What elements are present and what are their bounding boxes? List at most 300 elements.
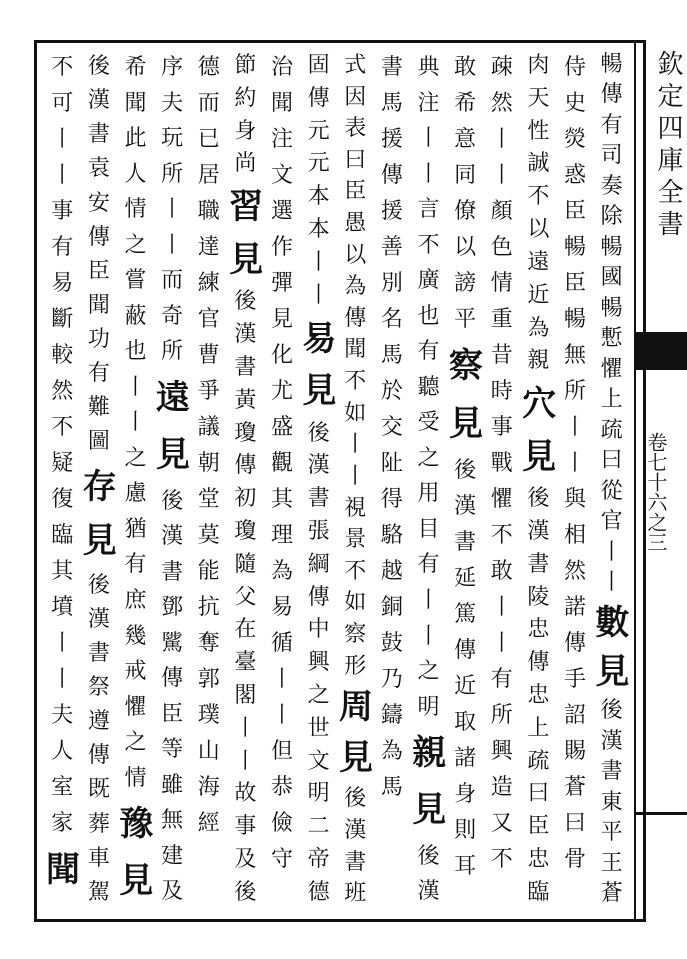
body-char: 史 <box>564 91 587 116</box>
body-char: 不 <box>51 415 74 440</box>
body-char: 書 <box>87 122 110 148</box>
body-char: 平 <box>600 820 623 846</box>
body-char: 書 <box>87 640 110 666</box>
body-char: 誠 <box>527 151 550 177</box>
text-column <box>46 50 79 910</box>
body-char: 然 <box>51 379 74 404</box>
body-char: 元 <box>307 151 330 177</box>
body-char: 鑄 <box>380 703 403 728</box>
body-char: 車 <box>87 845 110 871</box>
body-char: 隨 <box>234 551 257 577</box>
body-char: 官 <box>600 509 623 535</box>
body-char: 書 <box>307 486 330 512</box>
body-char: 人 <box>51 739 74 764</box>
body-char: 疑 <box>51 451 74 476</box>
body-char: 時 <box>490 379 513 404</box>
body-char: 所 <box>490 703 513 728</box>
margin-rule <box>636 812 687 815</box>
body-char: 丨 <box>417 161 440 187</box>
body-char: 丨 <box>234 748 257 774</box>
body-char: 馬 <box>380 91 403 116</box>
body-char: 約 <box>234 85 257 111</box>
body-char: 丨 <box>51 127 74 152</box>
text-column <box>266 50 299 910</box>
body-char: 在 <box>234 617 257 643</box>
body-char: 注 <box>271 127 294 152</box>
body-char: 丨 <box>51 631 74 656</box>
body-char: 序 <box>161 55 184 80</box>
body-char: 斷 <box>51 307 74 332</box>
body-char: 敢 <box>490 559 513 584</box>
body-char: 臣 <box>161 701 184 727</box>
body-char: 傳 <box>161 666 184 692</box>
body-char: 善 <box>380 235 403 260</box>
body-char: 丨 <box>51 667 74 692</box>
body-char: 傳 <box>527 650 550 676</box>
body-char: 循 <box>271 631 294 656</box>
body-char: 經 <box>197 811 220 836</box>
body-char: 銅 <box>380 595 403 620</box>
body-char: 彈 <box>271 271 294 296</box>
body-char: 鄧 <box>161 595 184 621</box>
body-char: 敢 <box>454 55 477 80</box>
heading-char: 穴 <box>522 384 557 425</box>
body-char: 表 <box>344 116 367 142</box>
body-char: 丨 <box>490 631 513 656</box>
body-char: 尤 <box>271 379 294 404</box>
text-column <box>376 50 409 910</box>
body-char: 官 <box>197 307 220 332</box>
body-char: 後 <box>234 879 257 905</box>
fish-tail-mark <box>636 332 687 370</box>
body-char: 之 <box>417 445 440 471</box>
body-char: 司 <box>600 143 623 169</box>
body-char: 篤 <box>454 602 477 628</box>
body-char: 聞 <box>344 337 367 363</box>
heading-char: 親 <box>412 733 447 774</box>
body-char: 之 <box>124 445 147 471</box>
body-char: 曰 <box>527 781 550 807</box>
body-char: 為 <box>271 559 294 584</box>
body-char: 手 <box>564 667 587 692</box>
body-char: 越 <box>380 559 403 584</box>
body-char: 如 <box>344 590 367 616</box>
body-char: 書 <box>161 559 184 585</box>
heading-char: 見 <box>229 239 264 280</box>
text-column <box>193 50 226 910</box>
body-char: 重 <box>490 307 513 332</box>
body-char: 親 <box>527 348 550 374</box>
heading-char: 見 <box>522 436 557 477</box>
body-char: 馬 <box>380 775 403 800</box>
body-char: 後 <box>161 488 184 514</box>
body-char: 黃 <box>234 387 257 413</box>
body-char: 丨 <box>271 703 294 728</box>
body-char: 漢 <box>344 817 367 843</box>
body-char: 乃 <box>380 667 403 692</box>
body-char: 蒼 <box>564 775 587 800</box>
body-char: 漢 <box>417 879 440 905</box>
heading-char: 遠 <box>155 377 190 418</box>
body-char: 曰 <box>564 811 587 836</box>
body-char: 不 <box>344 369 367 395</box>
body-char: 難 <box>87 395 110 421</box>
body-char: 漢 <box>307 453 330 479</box>
body-char: 諸 <box>454 746 477 772</box>
body-char: 已 <box>197 127 220 152</box>
body-char: 賜 <box>564 739 587 764</box>
body-char: 恭 <box>271 775 294 800</box>
body-char: 事 <box>234 814 257 840</box>
body-char: 傳 <box>380 163 403 188</box>
body-char: 慮 <box>124 481 147 507</box>
body-char: 而 <box>161 268 184 294</box>
body-char: 希 <box>124 55 147 80</box>
body-char: 之 <box>417 659 440 685</box>
body-char: 所 <box>161 339 184 365</box>
body-char: 傳 <box>344 305 367 331</box>
body-char: 臺 <box>234 650 257 676</box>
body-char: 易 <box>51 271 74 296</box>
body-char: 丨 <box>564 451 587 476</box>
body-char: 及 <box>161 879 184 905</box>
body-char: 郭 <box>197 667 220 692</box>
body-char: 功 <box>87 327 110 352</box>
body-char: 因 <box>344 84 367 110</box>
body-char: 能 <box>197 559 220 584</box>
body-char: 曹 <box>197 343 220 368</box>
heading-char: 見 <box>155 434 190 475</box>
body-char: 形 <box>344 653 367 679</box>
body-char: 爭 <box>197 379 220 404</box>
body-char: 化 <box>271 343 294 368</box>
body-char: 書 <box>600 759 623 785</box>
body-char: 昔 <box>490 343 513 368</box>
body-char: 夫 <box>161 90 184 116</box>
body-char: 文 <box>271 163 294 188</box>
body-char: 安 <box>87 190 110 216</box>
body-char: 丨 <box>564 415 587 440</box>
body-char: 注 <box>417 90 440 116</box>
body-char: 身 <box>454 782 477 808</box>
body-char: 世 <box>307 715 330 741</box>
body-char: 可 <box>51 91 74 116</box>
body-char: 暢 <box>564 307 587 332</box>
body-char: 暢 <box>600 295 623 321</box>
body-char: 慙 <box>600 326 623 352</box>
body-char: 天 <box>527 85 550 111</box>
body-char: 臣 <box>564 271 587 296</box>
body-char: 中 <box>307 617 330 643</box>
heading-char: 見 <box>595 651 630 692</box>
body-char: 如 <box>344 400 367 426</box>
body-char: 援 <box>380 199 403 224</box>
body-char: 固 <box>307 53 330 78</box>
body-char: 節 <box>234 53 257 78</box>
body-char: 近 <box>454 674 477 700</box>
body-char: 懼 <box>600 356 623 382</box>
body-char: 阯 <box>380 451 403 476</box>
body-char: 交 <box>380 415 403 440</box>
text-column <box>522 50 555 910</box>
body-char: 懼 <box>490 487 513 512</box>
body-char: 後 <box>234 289 257 315</box>
page-margin-column <box>636 42 687 922</box>
body-char: 不 <box>344 558 367 584</box>
book-title: 欽定四庫全書 <box>653 50 683 242</box>
body-char: 疏 <box>600 417 623 443</box>
body-char: 目 <box>417 516 440 542</box>
body-char: 遵 <box>87 709 110 735</box>
body-char: 與 <box>564 487 587 512</box>
body-char: 僚 <box>454 199 477 224</box>
body-char: 有 <box>490 667 513 692</box>
body-char: 初 <box>234 486 257 512</box>
body-char: 除 <box>600 204 623 230</box>
body-char: 丨 <box>161 197 184 223</box>
body-char: 班 <box>344 881 367 907</box>
juan-number: 卷七十六之三 <box>644 432 668 552</box>
body-char: 所 <box>161 161 184 187</box>
body-char: 式 <box>344 53 367 78</box>
body-char: 蔽 <box>124 303 147 329</box>
body-char: 瓊 <box>234 420 257 446</box>
body-char: 性 <box>527 118 550 144</box>
body-char: 熒 <box>564 127 587 152</box>
body-char: 臣 <box>87 258 110 284</box>
body-char: 曰 <box>344 147 367 173</box>
body-char: 聞 <box>124 90 147 116</box>
body-char: 文 <box>307 748 330 774</box>
body-char: 建 <box>161 843 184 869</box>
body-char: 忠 <box>527 617 550 643</box>
body-char: 而 <box>197 91 220 116</box>
body-char: 盛 <box>271 415 294 440</box>
body-char: 嘗 <box>124 268 147 294</box>
body-char: 雖 <box>161 772 184 798</box>
body-char: 陵 <box>527 584 550 610</box>
body-char: 情 <box>124 765 147 791</box>
body-char: 也 <box>417 303 440 329</box>
body-char: 居 <box>197 163 220 188</box>
body-char: 用 <box>417 481 440 507</box>
heading-char: 豫 <box>119 804 154 845</box>
body-char: 守 <box>271 847 294 872</box>
body-char: 駱 <box>380 523 403 548</box>
body-char: 墳 <box>51 595 74 620</box>
body-char: 所 <box>564 379 587 404</box>
body-char: 丨 <box>490 127 513 152</box>
body-char: 典 <box>417 55 440 80</box>
body-char: 察 <box>344 621 367 647</box>
body-char: 延 <box>454 566 477 592</box>
body-char: 璞 <box>197 703 220 728</box>
body-char: 後 <box>600 698 623 724</box>
body-char: 希 <box>454 91 477 116</box>
body-char: 為 <box>527 315 550 341</box>
body-char: 見 <box>271 307 294 332</box>
heading-char: 見 <box>339 737 373 778</box>
body-char: 耳 <box>454 854 477 880</box>
body-char: 臣 <box>564 199 587 224</box>
body-char: 無 <box>161 808 184 834</box>
body-char: 綱 <box>307 551 330 577</box>
body-char: 後 <box>344 786 367 812</box>
body-char: 之 <box>307 683 330 709</box>
body-char: 平 <box>454 307 477 332</box>
body-char: 元 <box>307 118 330 144</box>
body-char: 國 <box>600 265 623 291</box>
body-char: 然 <box>490 91 513 116</box>
body-char: 惑 <box>564 163 587 188</box>
body-char: 之 <box>124 730 147 756</box>
body-char: 以 <box>527 217 550 243</box>
body-char: 漢 <box>454 494 477 520</box>
heading-char: 聞 <box>46 850 80 890</box>
body-char: 莫 <box>197 523 220 548</box>
body-char: 作 <box>271 235 294 260</box>
body-char: 故 <box>234 781 257 807</box>
body-char: 葬 <box>87 811 110 837</box>
body-char: 取 <box>454 710 477 736</box>
body-char: 丨 <box>161 232 184 258</box>
body-char: 景 <box>344 527 367 553</box>
text-column <box>559 50 592 910</box>
body-char: 無 <box>564 343 587 368</box>
heading-char: 見 <box>119 861 154 902</box>
body-char: 不 <box>51 55 74 80</box>
body-char: 閣 <box>234 683 257 709</box>
body-char: 戒 <box>124 659 147 685</box>
body-char: 書 <box>527 551 550 577</box>
text-column <box>412 50 445 910</box>
body-char: 聞 <box>87 292 110 318</box>
body-char: 袁 <box>87 156 110 182</box>
body-char: 玩 <box>161 126 184 152</box>
body-char: 則 <box>454 818 477 844</box>
body-char: 丨 <box>490 595 513 620</box>
body-char: 奪 <box>197 631 220 656</box>
body-char: 庶 <box>124 587 147 613</box>
body-char: 侍 <box>564 55 587 80</box>
heading-char: 存 <box>82 466 117 507</box>
body-char: 丨 <box>417 623 440 649</box>
body-char: 及 <box>234 847 257 873</box>
body-char: 傳 <box>307 584 330 610</box>
body-char: 本 <box>307 184 330 210</box>
body-char: 臣 <box>344 179 367 205</box>
body-char: 德 <box>307 879 330 905</box>
body-char: 堂 <box>197 487 220 512</box>
body-char: 從 <box>600 478 623 504</box>
body-char: 奏 <box>600 173 623 199</box>
body-char: 傳 <box>307 85 330 111</box>
body-char: 愚 <box>344 211 367 237</box>
body-char: 丨 <box>307 282 330 308</box>
body-char: 丨 <box>600 570 623 596</box>
body-char: 丨 <box>344 463 367 489</box>
body-char: 練 <box>197 271 220 296</box>
body-char: 父 <box>234 584 257 610</box>
body-char: 聞 <box>271 91 294 116</box>
body-char: 丨 <box>344 432 367 458</box>
text-column <box>486 50 519 910</box>
body-char: 意 <box>454 127 477 152</box>
body-char: 骨 <box>564 847 587 872</box>
body-char: 漢 <box>87 606 110 632</box>
body-char: 不 <box>490 847 513 872</box>
body-char: 色 <box>490 235 513 260</box>
body-char: 丨 <box>490 163 513 188</box>
body-char: 疏 <box>527 748 550 774</box>
body-char: 觀 <box>271 451 294 476</box>
body-char: 戰 <box>490 451 513 476</box>
body-char: 疎 <box>490 55 513 80</box>
heading-char: 周 <box>339 687 373 728</box>
body-char: 議 <box>197 415 220 440</box>
text-column <box>229 50 262 910</box>
body-char: 受 <box>417 410 440 436</box>
body-char: 達 <box>197 235 220 260</box>
body-char: 其 <box>51 559 74 584</box>
body-char: 明 <box>307 781 330 807</box>
body-char: 祭 <box>87 675 110 701</box>
body-char: 較 <box>51 343 74 368</box>
body-char: 瓊 <box>234 518 257 544</box>
body-char: 忠 <box>527 847 550 873</box>
body-char: 廣 <box>417 268 440 294</box>
body-char: 王 <box>600 850 623 876</box>
body-char: 興 <box>490 739 513 764</box>
heading-char: 見 <box>412 789 447 830</box>
body-char: 近 <box>527 282 550 308</box>
body-char: 漢 <box>161 524 184 550</box>
body-char: 後 <box>87 54 110 79</box>
body-char: 本 <box>307 217 330 243</box>
text-column <box>595 50 628 910</box>
body-char: 顏 <box>490 199 513 224</box>
body-char: 得 <box>380 487 403 512</box>
body-char: 詔 <box>564 703 587 728</box>
body-char: 臣 <box>527 814 550 840</box>
body-char: 漢 <box>87 88 110 114</box>
body-char: 鼓 <box>380 631 403 656</box>
body-char: 也 <box>124 339 147 365</box>
body-char: 後 <box>87 572 110 598</box>
body-char: 不 <box>417 232 440 258</box>
heading-char: 見 <box>448 403 483 444</box>
heading-char: 見 <box>302 371 337 412</box>
body-char: 相 <box>564 523 587 548</box>
body-char: 懼 <box>124 694 147 720</box>
body-char: 書 <box>344 849 367 875</box>
body-char: 有 <box>87 361 110 387</box>
body-char: 但 <box>271 739 294 764</box>
body-char: 不 <box>490 523 513 548</box>
body-char: 有 <box>124 552 147 578</box>
body-char: 後 <box>527 486 550 512</box>
body-char: 帝 <box>307 847 330 873</box>
body-char: 家 <box>51 811 74 836</box>
text-column <box>449 50 482 910</box>
body-char: 漢 <box>527 518 550 544</box>
body-char: 等 <box>161 737 184 763</box>
body-char: 不 <box>527 184 550 210</box>
body-char: 德 <box>197 55 220 80</box>
body-char: 傳 <box>564 631 587 656</box>
body-char: 曰 <box>600 448 623 474</box>
body-char: 東 <box>600 789 623 815</box>
